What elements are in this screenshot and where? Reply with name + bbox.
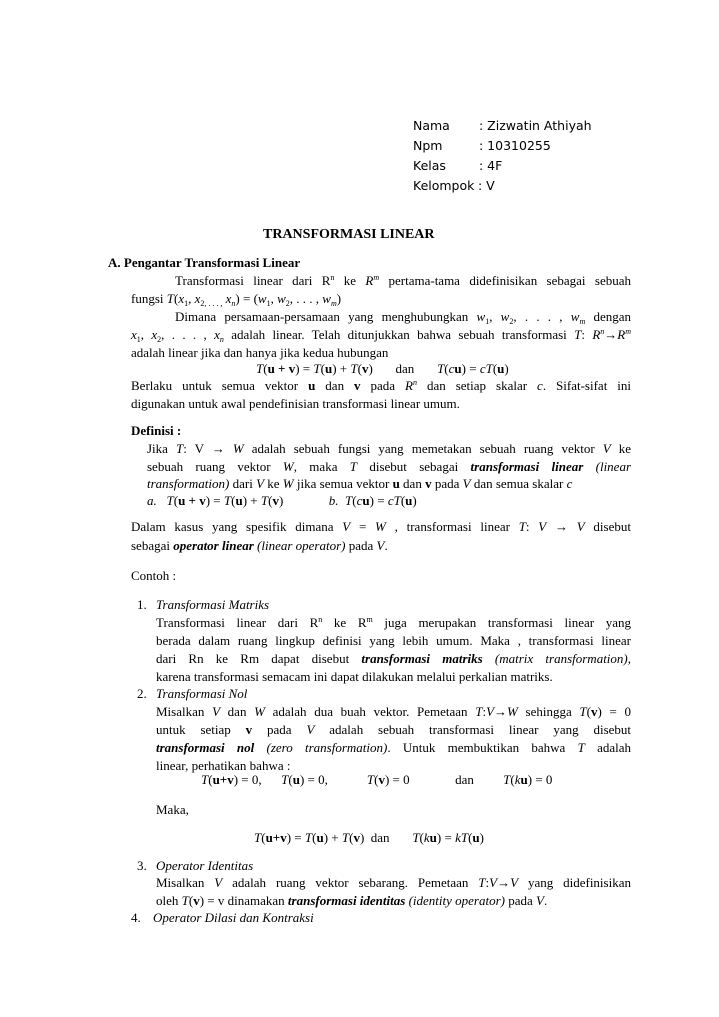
section-a-p2-line3: adalah linear jika dan hanya jika kedua hubungan [131,345,389,360]
item-2-formula1: T(u+v) = 0, T(u) = 0, T(v) = 0 dan T(ku) = 0 [201,772,553,787]
section-a-p2-line2: $x_1$, $x_2$, . . . , $x_n$ adalah linear. Telah ditunjukkan bahwa sebuah transformasi T: $R^n\to R^m$ [131,327,632,344]
item-3-title: Operator Identitas [156,858,254,873]
identity-nama-label: Nama [413,118,450,133]
definisi-line3: transformation) dari V ke W jika semua vektor u dan v pada V dan semua skalar c [147,476,573,491]
identity-kelompok-label: Kelompok [413,178,475,193]
item-1-line2: berada dalam ruang lingkup definisi yang lebih umum. Maka , transformasi linear [156,633,631,648]
item-2-title: Transformasi Nol [156,686,248,701]
identity-npm-value: : 10310255 [479,138,551,153]
item-2-formula2: T(u+v) = T(u) + T(v) dan T(ku) = kT(u) [254,830,484,845]
item-1-number: 1. [137,597,147,612]
definisi-heading: Definisi : [131,423,182,438]
identity-kelas-label: Kelas [413,158,446,173]
contoh-label: Contoh : [131,568,177,583]
kasus-line2: sebagai operator linear (linear operator) pada V. [131,538,388,553]
item-1-line3: dari Rn ke Rm dapat disebut transformasi matriks (matrix transformation), [156,651,631,666]
item-4-number: 4. [131,910,141,925]
item-3-line2: oleh T(v) = v dinamakan transformasi identitas (identity operator) pada V. [156,893,548,908]
item-1-line4: karena transformasi semacam ini dapat dilakukan melalui perkalian matriks. [156,669,553,684]
definisi-line2: sebuah ruang vektor W, maka T disebut sebagai transformasi linear (linear [147,459,632,474]
definisi-line4: a. T(u + v) = T(u) + T(v) b. T(cu) = cT(u) [147,493,417,508]
section-a-p2-line1: Dimana persamaan-persamaan yang menghubungkan $w_1$, $w_2$, . . . , $w_m$ dengan [175,309,631,326]
item-3-number: 3. [137,858,147,873]
item-4-title: Operator Dilasi dan Kontraksi [153,910,314,925]
item-2-line2: untuk setiap v pada V adalah sebuah transformasi linear yang disebut [156,722,632,737]
section-a-formula: T(u + v) = T(u) + T(v) dan T(cu) = cT(u) [256,361,509,376]
item-2-line3: transformasi nol (zero transformation). Untuk membuktikan bahwa T adalah [156,740,632,755]
document-title: TRANSFORMASI LINEAR [263,227,435,242]
item-3-line1: Misalkan V adalah ruang vektor sebarang. Pemetaan T:V→V yang didefinisikan [156,875,631,890]
identity-kelas-value: : 4F [479,158,503,173]
item-2-line1: Misalkan V dan W adalah dua buah vektor. Pemetaan T:V→W sehingga T(v) = 0 [156,704,631,719]
identity-kelompok-value: : V [478,178,495,193]
identity-nama-value: : Zizwatin Athiyah [479,118,592,133]
section-a-p1-line1: Transformasi linear dari $R^n$ ke $R^m$ pertama-tama didefinisikan sebagai sebuah [175,273,631,288]
identity-npm-label: Npm [413,138,443,153]
kasus-line1: Dalam kasus yang spesifik dimana V = W , transformasi linear T: V → V disebut [131,519,631,534]
item-1-title: Transformasi Matriks [156,597,270,612]
section-a-p3-line2: digunakan untuk awal pendefinisian transformasi linear umum. [131,396,460,411]
item-2-number: 2. [137,686,147,701]
item-1-line1: Transformasi linear dari $R^n$ ke $R^m$ juga merupakan transformasi linear yang [156,615,631,630]
section-a-heading: A. Pengantar Transformasi Linear [108,255,301,270]
section-a-p3-line1: Berlaku untuk semua vektor u dan v pada $R^n$ dan setiap skalar c. Sifat-sifat ini [131,378,631,393]
item-2-line4: linear, perhatikan bahwa : [156,758,291,773]
section-a-p1-line2: fungsi $T(x_1$, $x_{2, . . . ,}$ $x_n) = (w_1$, $w_2$, . . . , $w_m$) [131,291,342,308]
item-2-maka: Maka, [156,802,189,817]
definisi-line1: Jika T: V → W adalah sebuah fungsi yang memetakan sebuah ruang vektor V ke [147,441,631,456]
